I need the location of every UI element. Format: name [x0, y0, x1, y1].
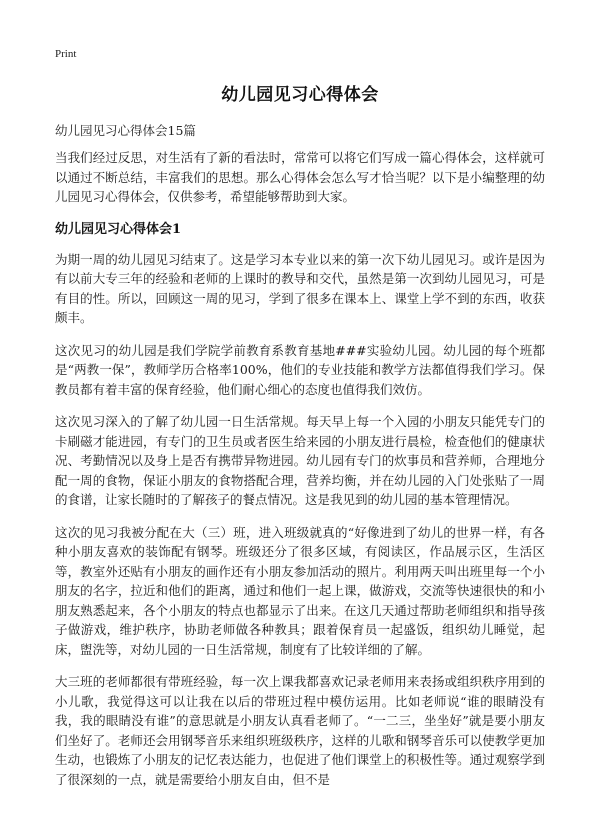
- page-title: 幼儿园见习心得体会: [221, 85, 379, 105]
- body-paragraph: 这次见习的幼儿园是我们学院学前教育系教育基地###实验幼儿园。幼儿园的每个班都是“两教一保”，教师学历合格率100%，他们的专业技能和教学方法都值得我们学习。保教员都有着丰富的保育经验，他们耐心细心的态度也值得我们效仿。: [55, 342, 545, 397]
- intro-paragraph: 当我们经过反思，对生活有了新的看法时，常常可以将它们写成一篇心得体会，这样就可以通过不断总结，丰富我们的思想。那么心得体会怎么写才恰当呢？以下是小编整理的幼儿园见习心得体会，仅供参考，希望能够帮助到大家。: [55, 150, 545, 204]
- body-paragraph: 这次见习深入的了解了幼儿园一日生活常规。每天早上每一个入园的小朋友只能凭专门的卡刷磁才能进园，有专门的卫生员或者医生给来园的小朋友进行晨检，检查他们的健康状况、考勤情况以及身上是否有携带异物进园。幼儿园有专门的炊事员和营养师，合理地分配一周的食物，保证小朋友的食物搭配合理，营养均衡，并在幼儿园的入门处张贴了一周的食谱，让家长随时的了解孩子的餐点情况。这是我见到的幼儿园的基本管理情况。: [55, 414, 545, 507]
- body-paragraph: 为期一周的幼儿园见习结束了。这是学习本专业以来的第一次下幼儿园见习。或许是因为有以前大专三年的经验和老师的上课时的教导和交代，虽然是第一次到幼儿园见习，可是有目的性。所以，回顾这一周的见习，学到了很多在课本上、课堂上学不到的东西，收获颇丰。: [55, 251, 545, 325]
- body-paragraph: 大三班的老师都很有带班经验，每一次上课我都喜欢记录老师用来表扬或组织秩序用到的小儿歌，我觉得这可以让我在以后的带班过程中模仿运用。比如老师说“谁的眼睛没有我，我的眼睛没有谁”的意思就是小朋友认真看老师了。“一二三，坐坐好”就是要小朋友们坐好了。老师还会用钢琴音乐来组织班级秩序，这样的儿歌和钢琴音乐可以使教学更加生动，也锻炼了小朋友的记忆表达能力，也促进了他们课堂上的积极性等。通过观察学到了很深刻的一点，就是需要给小朋友自由，但不是: [55, 674, 545, 787]
- print-link[interactable]: Print: [55, 48, 77, 60]
- section-heading: 幼儿园见习心得体会1: [55, 221, 182, 237]
- article-body: [55, 148, 545, 802]
- body-paragraph: 这次的见习我被分配在大（三）班，进入班级就真的“好像进到了幼儿的世界一样，有各种小朋友喜欢的装饰配有钢琴。班级还分了很多区域，有阅读区，作品展示区，生活区等，教室外还贴有小朋友的画作还有小朋友参加活动的照片。利用两天叫出班里每一个小朋友的名字，拉近和他们的距离，通过和他们一起上课，做游戏，交流等快速很快的和小朋友熟悉起来，各个小朋友的特点也都显示了出来。在这几天通过帮助老师组织和指导孩子做游戏，维护秩序，协助老师做各种教具；跟着保育员一起盛饭，组织幼儿睡觉，起床，盥洗等，对幼儿园的一日生活常规，制度有了比较详细的了解。: [55, 524, 545, 657]
- document-subtitle: 幼儿园见习心得体会15篇: [55, 123, 196, 138]
